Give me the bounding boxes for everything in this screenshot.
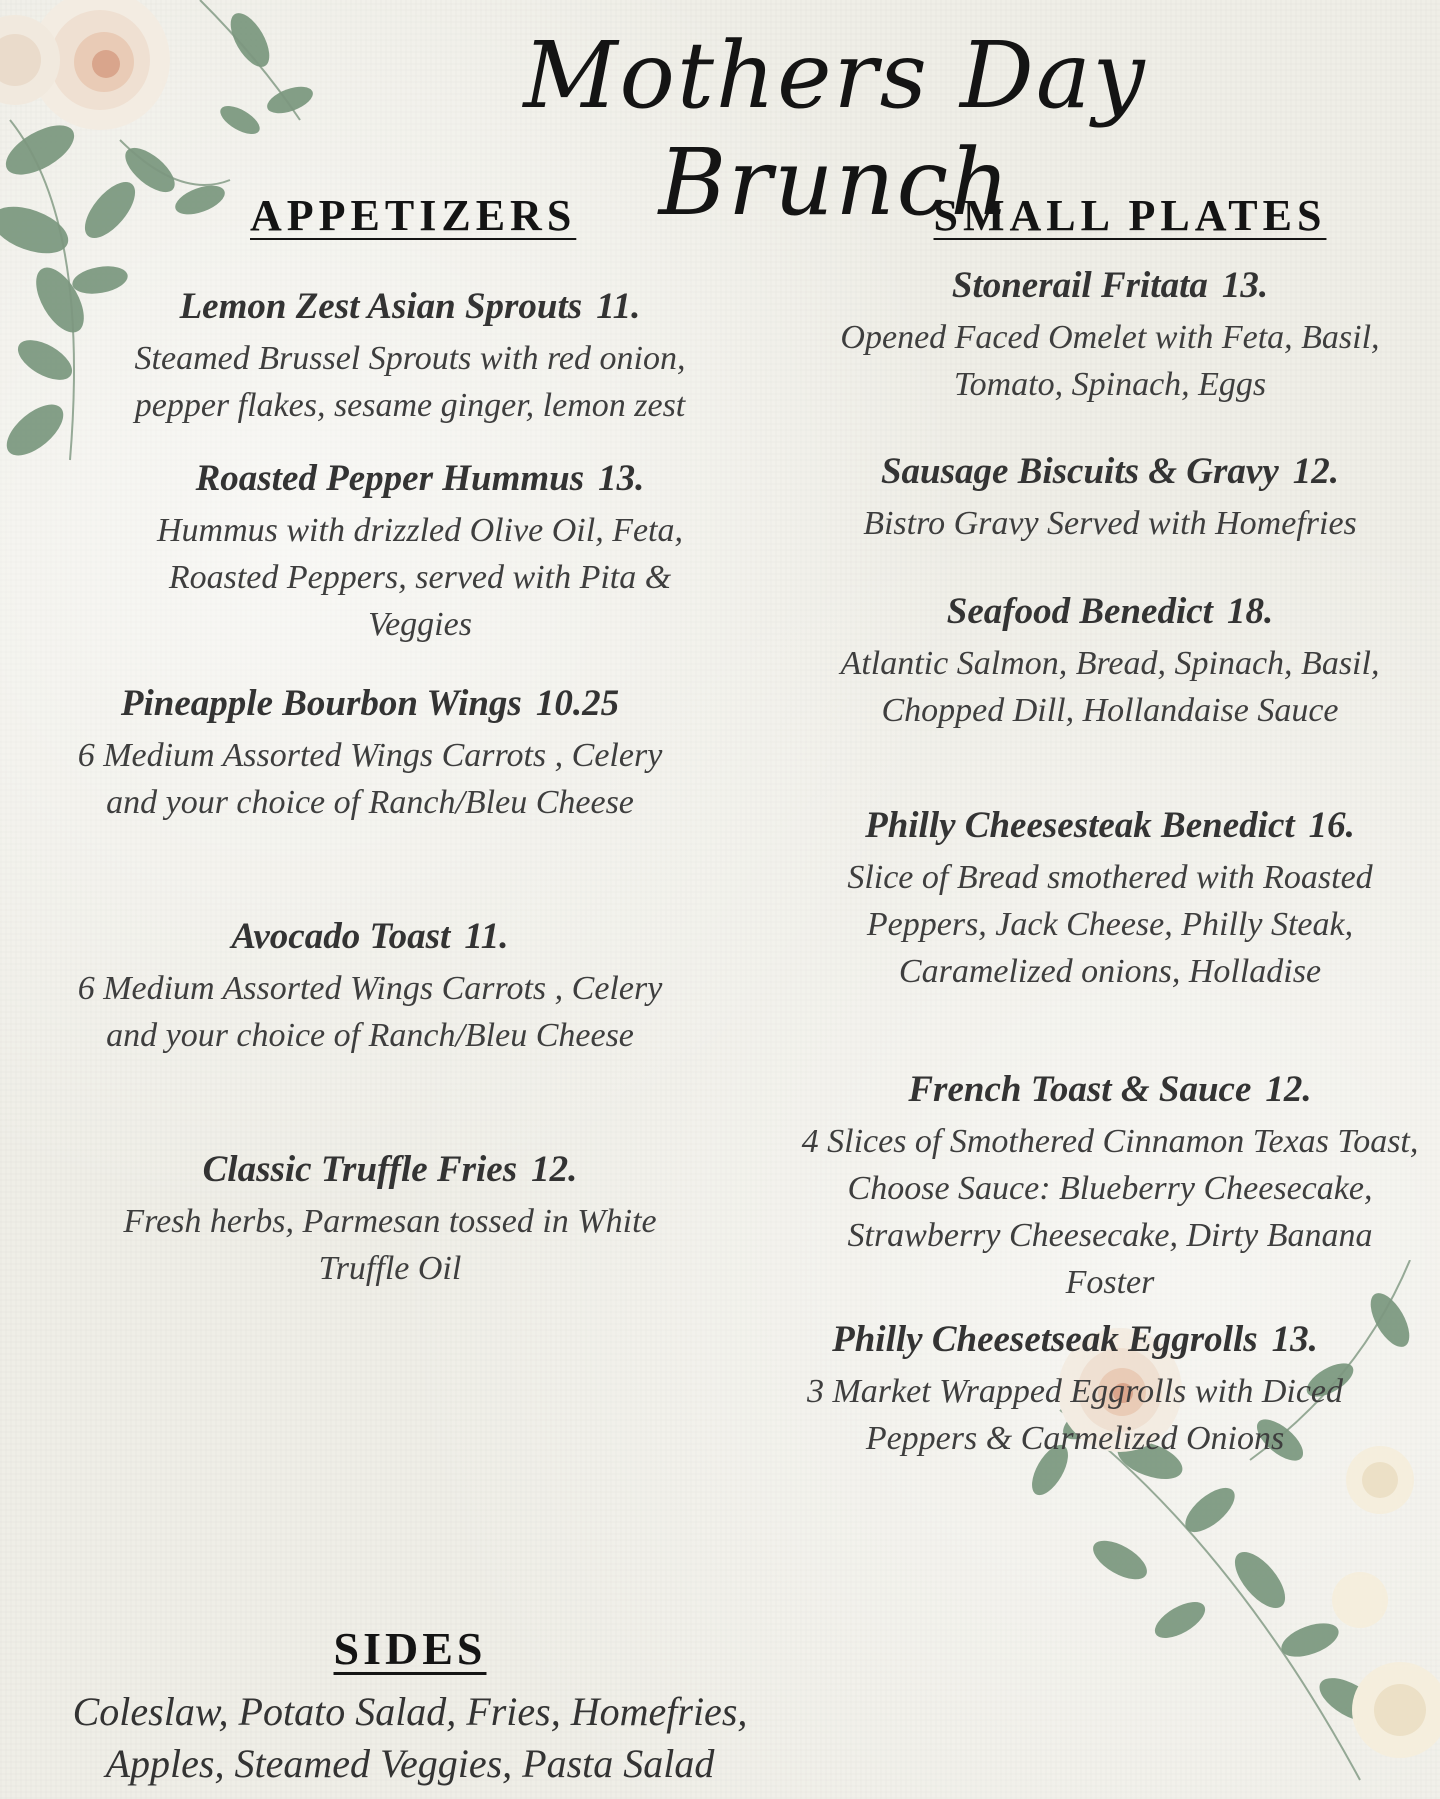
menu-title: Mothers Day Brunch xyxy=(523,22,1147,236)
menu-item xyxy=(800,264,1420,408)
item-description: 3 Market Wrapped Eggrolls with Diced Peppers & Carmelized Onions xyxy=(806,1373,1344,1457)
item-name: Avocado Toast 11. xyxy=(231,916,509,957)
item-price: 16. xyxy=(1308,805,1355,846)
item-price: 10.25 xyxy=(535,683,620,724)
item-price: 13. xyxy=(1271,1319,1318,1360)
menu-item xyxy=(80,1148,700,1292)
menu-item xyxy=(100,285,720,429)
item-description: 6 Medium Assorted Wings Carrots , Celery and your choice of Ranch/Bleu Cheese xyxy=(77,737,663,821)
item-price: 12. xyxy=(531,1149,578,1190)
menu-item xyxy=(800,450,1420,547)
item-price: 11. xyxy=(464,916,509,957)
sides-list: Coleslaw, Potato Salad, Fries, Homefries, Apples, Steamed Veggies, Pasta Salad xyxy=(72,1689,748,1786)
item-description: 4 Slices of Smothered Cinnamon Texas Toast, Choose Sauce: Blueberry Cheesecake, Strawberry Cheesecake, Dirty Banana Foster xyxy=(801,1123,1419,1301)
item-name: Philly Cheesetseak Eggrolls 13. xyxy=(832,1319,1318,1360)
sides-heading: SIDES xyxy=(333,1623,487,1674)
item-description: 6 Medium Assorted Wings Carrots , Celery and your choice of Ranch/Bleu Cheese xyxy=(77,970,663,1054)
item-price: 13. xyxy=(1221,265,1269,306)
item-price: 11. xyxy=(596,286,641,327)
small-plates-heading: SMALL PLATES xyxy=(933,191,1327,240)
item-name: Roasted Pepper Hummus 13. xyxy=(195,458,645,499)
menu-item xyxy=(800,804,1420,995)
item-name: Philly Cheesesteak Benedict 16. xyxy=(865,805,1355,846)
item-name: Classic Truffle Fries 12. xyxy=(202,1149,578,1190)
menu-item xyxy=(770,1318,1380,1462)
item-price: 12. xyxy=(1292,451,1340,492)
item-description: Fresh herbs, Parmesan tossed in White Truffle Oil xyxy=(123,1203,657,1287)
item-description: Atlantic Salmon, Bread, Spinach, Basil, Chopped Dill, Hollandaise Sauce xyxy=(840,645,1380,729)
item-name: Pineapple Bourbon Wings 10.25 xyxy=(120,683,620,724)
item-price: 18. xyxy=(1226,591,1274,632)
item-name: Lemon Zest Asian Sprouts 11. xyxy=(179,286,641,327)
item-description: Bistro Gravy Served with Homefries xyxy=(863,505,1357,542)
item-name: Stonerail Fritata 13. xyxy=(951,265,1269,306)
item-description: Hummus with drizzled Olive Oil, Feta, Roasted Peppers, served with Pita & Veggies xyxy=(156,512,684,643)
item-name: French Toast & Sauce 12. xyxy=(908,1069,1312,1110)
item-price: 12. xyxy=(1265,1069,1312,1110)
menu-item xyxy=(800,590,1420,734)
menu-item xyxy=(800,1068,1420,1306)
appetizers-heading: APPETIZERS xyxy=(250,191,577,240)
menu-item xyxy=(70,915,670,1059)
item-name: Seafood Benedict 18. xyxy=(946,591,1274,632)
menu-item xyxy=(70,682,670,826)
item-name: Sausage Biscuits & Gravy 12. xyxy=(880,451,1340,492)
item-price: 13. xyxy=(598,458,645,499)
item-description: Slice of Bread smothered with Roasted Peppers, Jack Cheese, Philly Steak, Caramelized onions, Holladise xyxy=(847,859,1373,990)
item-description: Opened Faced Omelet with Feta, Basil, Tomato, Spinach, Eggs xyxy=(840,319,1380,403)
menu-item xyxy=(120,457,720,648)
item-description: Steamed Brussel Sprouts with red onion, pepper flakes, sesame ginger, lemon zest xyxy=(134,340,686,424)
